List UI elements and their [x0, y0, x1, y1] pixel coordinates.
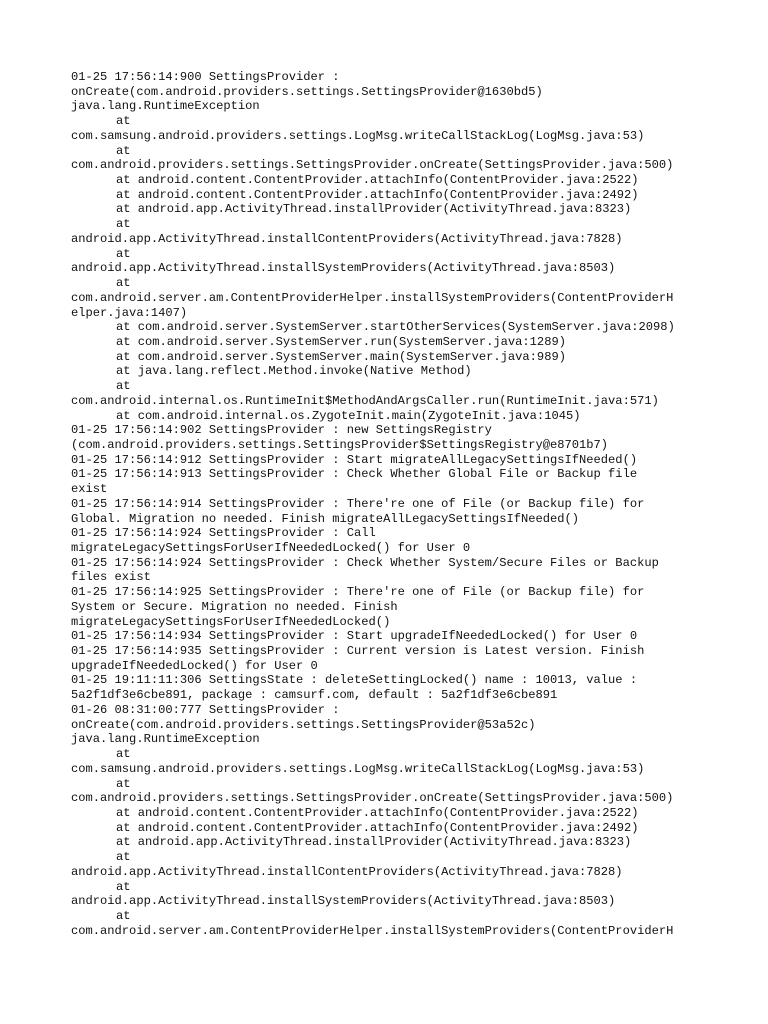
- log-line: [71, 718, 711, 733]
- log-line: [71, 438, 711, 453]
- log-line-text: at com.android.server.SystemServer.startOtherServices(SystemServer.java:2098): [116, 320, 675, 335]
- log-line-text: at: [116, 379, 131, 394]
- log-line: [71, 85, 711, 100]
- log-line: [71, 644, 711, 659]
- log-line: [71, 791, 711, 806]
- log-line: [71, 202, 711, 217]
- log-line: [71, 379, 711, 394]
- log-line: [71, 423, 711, 438]
- log-line-text: at: [116, 217, 131, 232]
- log-line: [71, 688, 711, 703]
- log-line-text: at android.content.ContentProvider.attachInfo(ContentProvider.java:2492): [116, 187, 639, 202]
- log-line-text: at: [116, 276, 131, 291]
- log-line: [71, 629, 711, 644]
- log-line-text: 01-25 17:56:14:935 SettingsProvider : Current version is Latest version. Finish: [71, 644, 645, 659]
- log-line: [71, 806, 711, 821]
- log-line: [71, 762, 711, 777]
- log-line: [71, 909, 711, 924]
- log-line: [71, 673, 711, 688]
- log-line-text: at android.content.ContentProvider.attachInfo(ContentProvider.java:2522): [116, 173, 639, 188]
- log-line: [71, 526, 711, 541]
- log-line: [71, 335, 711, 350]
- log-line: [71, 600, 711, 615]
- log-line-text: com.android.providers.settings.SettingsProvider.onCreate(SettingsProvider.java:500): [71, 158, 674, 173]
- log-line: [71, 497, 711, 512]
- log-line-text: 01-25 17:56:14:924 SettingsProvider : Call: [71, 526, 376, 541]
- log-line-text: 01-25 17:56:14:902 SettingsProvider : new SettingsRegistry: [71, 423, 492, 438]
- log-line: [71, 703, 711, 718]
- log-line-text: files exist: [71, 570, 151, 585]
- log-line: [71, 291, 711, 306]
- log-line-text: at: [116, 879, 131, 894]
- log-line: [71, 482, 711, 497]
- log-line: [71, 512, 711, 527]
- log-line-text: com.samsung.android.providers.settings.LogMsg.writeCallStackLog(LogMsg.java:53): [71, 761, 645, 776]
- log-line-text: at android.content.ContentProvider.attachInfo(ContentProvider.java:2522): [116, 805, 639, 820]
- log-line-text: onCreate(com.android.providers.settings.SettingsProvider@53a52c): [71, 717, 536, 732]
- log-line: [71, 659, 711, 674]
- log-line: [71, 747, 711, 762]
- log-line: [71, 467, 711, 482]
- log-line-text: java.lang.RuntimeException: [71, 732, 260, 747]
- log-line: [71, 732, 711, 747]
- log-line-text: com.android.internal.os.RuntimeInit$MethodAndArgsCaller.run(RuntimeInit.java:571): [71, 393, 659, 408]
- log-line: [71, 777, 711, 792]
- log-line-text: 01-25 17:56:14:913 SettingsProvider : Check Whether Global File or Backup file: [71, 467, 638, 482]
- log-line: [71, 247, 711, 262]
- log-line: [71, 394, 711, 409]
- log-line: [71, 409, 711, 424]
- log-line-text: at com.android.server.SystemServer.run(SystemServer.java:1289): [116, 334, 566, 349]
- log-line-text: at: [116, 776, 131, 791]
- log-line: [71, 129, 711, 144]
- log-line-text: at: [116, 747, 131, 762]
- log-line: [71, 541, 711, 556]
- log-line-text: 01-25 17:56:14:934 SettingsProvider : Start upgradeIfNeededLocked() for User 0: [71, 629, 638, 644]
- log-line-text: 01-25 17:56:14:925 SettingsProvider : There're one of File (or Backup file) for: [71, 585, 645, 600]
- log-line-text: (com.android.providers.settings.SettingsProvider$SettingsRegistry@e8701b7): [71, 437, 609, 452]
- log-line: [71, 232, 711, 247]
- log-line: [71, 144, 711, 159]
- log-line: [71, 821, 711, 836]
- log-line: [71, 276, 711, 291]
- log-line-text: at: [116, 114, 131, 129]
- log-line: [71, 880, 711, 895]
- log-line: [71, 865, 711, 880]
- log-line-text: migrateLegacySettingsForUserIfNeededLocked() for User 0: [71, 541, 471, 555]
- log-line-text: com.android.server.am.ContentProviderHelper.installSystemProviders(ContentProviderH: [71, 923, 674, 938]
- log-line: [71, 835, 711, 850]
- log-line: [71, 894, 711, 909]
- log-line-text: 01-25 17:56:14:914 SettingsProvider : There're one of File (or Backup file) for: [71, 496, 645, 511]
- log-line-text: Global. Migration no needed. Finish migrateAllLegacySettingsIfNeeded(): [71, 511, 580, 526]
- log-line-text: at com.android.internal.os.ZygoteInit.main(ZygoteInit.java:1045): [116, 408, 581, 423]
- log-text-block: [71, 70, 711, 938]
- log-line-text: android.app.ActivityThread.installSystemProviders(ActivityThread.java:8503): [71, 894, 616, 909]
- log-line: [71, 70, 711, 85]
- log-line-text: System or Secure. Migration no needed. Finish: [71, 599, 398, 614]
- log-line-text: at: [116, 246, 131, 261]
- log-line: [71, 99, 711, 114]
- log-line-text: 01-26 08:31:00:777 SettingsProvider :: [71, 702, 340, 717]
- log-line-text: com.samsung.android.providers.settings.LogMsg.writeCallStackLog(LogMsg.java:53): [71, 128, 645, 143]
- log-line-text: at com.android.server.SystemServer.main(SystemServer.java:989): [116, 349, 566, 364]
- log-line-text: android.app.ActivityThread.installContentProviders(ActivityThread.java:7828): [71, 231, 623, 246]
- log-line-text: at java.lang.reflect.Method.invoke(Native Method): [116, 364, 472, 379]
- log-line: [71, 188, 711, 203]
- log-line-text: java.lang.RuntimeException: [71, 99, 260, 114]
- log-line-text: onCreate(com.android.providers.settings.SettingsProvider@1630bd5): [71, 84, 543, 99]
- log-line: [71, 173, 711, 188]
- log-line-text: at: [116, 850, 131, 865]
- log-line-text: 01-25 17:56:14:900 SettingsProvider :: [71, 70, 340, 84]
- log-line: [71, 350, 711, 365]
- log-line: [71, 924, 711, 939]
- log-line: [71, 615, 711, 630]
- log-line: [71, 261, 711, 276]
- log-line-text: at android.app.ActivityThread.installProvider(ActivityThread.java:8323): [116, 835, 632, 850]
- log-line: [71, 570, 711, 585]
- log-line-text: 01-25 17:56:14:912 SettingsProvider : Start migrateAllLegacySettingsIfNeeded(): [71, 452, 638, 467]
- log-line: [71, 453, 711, 468]
- log-line-text: 01-25 19:11:11:306 SettingsState : deleteSettingLocked() name : 10013, value :: [71, 673, 638, 688]
- log-line-text: android.app.ActivityThread.installContentProviders(ActivityThread.java:7828): [71, 864, 623, 879]
- document-page: [71, 70, 711, 938]
- log-line-text: 5a2f1df3e6cbe891, package : camsurf.com, default : 5a2f1df3e6cbe891: [71, 688, 558, 703]
- log-line-text: elper.java:1407): [71, 305, 188, 320]
- log-line-text: upgradeIfNeededLocked() for User 0: [71, 658, 318, 673]
- log-line-text: 01-25 17:56:14:924 SettingsProvider : Check Whether System/Secure Files or Backup: [71, 555, 659, 570]
- log-line-text: android.app.ActivityThread.installSystemProviders(ActivityThread.java:8503): [71, 261, 616, 276]
- log-line: [71, 320, 711, 335]
- log-line-text: exist: [71, 482, 108, 497]
- log-line-text: at android.content.ContentProvider.attachInfo(ContentProvider.java:2492): [116, 820, 639, 835]
- log-line-text: at: [116, 143, 131, 158]
- log-line: [71, 364, 711, 379]
- log-line: [71, 556, 711, 571]
- log-line: [71, 158, 711, 173]
- log-line: [71, 850, 711, 865]
- log-line-text: at: [116, 908, 131, 923]
- log-line: [71, 114, 711, 129]
- log-line-text: migrateLegacySettingsForUserIfNeededLocked(): [71, 614, 391, 629]
- log-line: [71, 585, 711, 600]
- log-line-text: at android.app.ActivityThread.installProvider(ActivityThread.java:8323): [116, 202, 632, 217]
- log-line: [71, 306, 711, 321]
- log-line-text: com.android.server.am.ContentProviderHelper.installSystemProviders(ContentProviderH: [71, 290, 674, 305]
- log-line: [71, 217, 711, 232]
- log-line-text: com.android.providers.settings.SettingsProvider.onCreate(SettingsProvider.java:500): [71, 791, 674, 806]
